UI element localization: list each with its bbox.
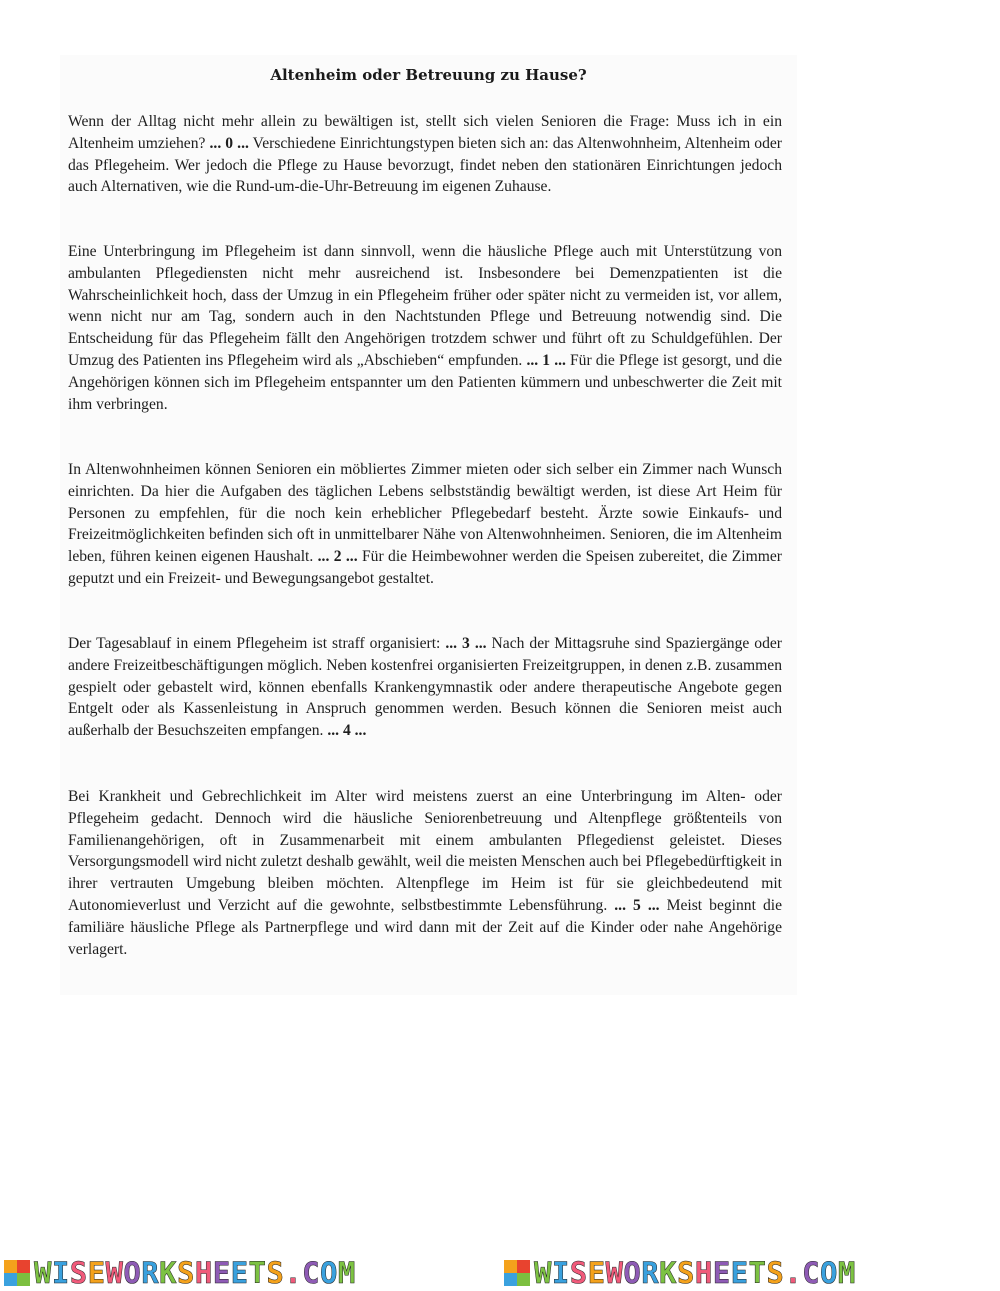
paragraph-text: Meist beginnt die familiäre häusliche Pflege als Partnerpflege und wird dann mit der Zeit auf die Kinder oder nahe Angehörige verlagert. [68,896,783,958]
watermark-logo-2 [504,1258,856,1288]
document-title: Altenheim oder Betreuung zu Hause? [270,66,587,84]
watermark-text: WISEWORKSHEETS.COM [34,1256,356,1290]
paragraph-text: Der Tagesablauf in einem Pflegeheim ist straff organisiert: [68,635,446,652]
paragraph-3 [68,459,782,590]
watermark-footer [0,1255,1000,1291]
gap-marker: ... 4 ... [327,722,367,740]
paragraph-5 [68,786,782,960]
paragraph-text: Nach der Mittagsruhe sind Spaziergänge oder andere Freizeitbeschäftigungen möglich. Neben kostenfrei organisierten Freizeitgruppen, in denen z.B. zusammen gespielt oder gebastelt wird, können ebenfalls Krankengymnastik oder andere therapeutische Angebote gegen Entgelt oder als Kassenleistung in Anspruch genommen werden. Besuch können die Senioren meist auch außerhalb der Besuchszeiten empfangen. [68,635,782,740]
paragraph-text: Wenn der Alltag nicht mehr allein zu bewältigen ist, stellt sich vielen Senioren die Frage: Muss ich in ein Altenheim umziehen? [68,113,782,152]
paragraph-4 [68,633,782,742]
paragraph-text: Eine Unterbringung im Pflegeheim ist dann sinnvoll, wenn die häusliche Pflege auch mit Unterstützung von ambulanten Pflegediensten nicht mehr ausreichend ist. Insbesondere bei Demenzpatienten ist die Wahrscheinlichkeit hoch, dass der Umzug in ein Pflegeheim früher oder später nicht zu vermeiden ist, vor allem, wenn nicht nur am Tag, sondern auch in den Nachtstunden Pflege und Betreuung notwendig sind. Die Entscheidung für das Pflegeheim fällt den Angehörigen trotzdem schwer und führt oft zu Schuldgefühlen. Der Umzug des Patienten ins Pflegeheim wird als „Abschieben“ empfunden. [68,243,782,369]
paragraph-text: Bei Krankheit und Gebrechlichkeit im Alter wird meistens zuerst an eine Unterbringung im Alten- oder Pflegeheim gedacht. Dennoch wird die häusliche Seniorenbetreuung und Altenpflege größtenteils von Familienangehörigen, oft in Zusammenarbeit mit einem ambulanten Pflegedienst geleistet. Dieses Versorgungsmodell wird nicht zuletzt deshalb gewählt, weil die meisten Menschen auch bei Pflegebedürftigkeit in ihrer vertrauten Umgebung bleiben möchten. Altenpflege im Heim ist für sie gleichbedeutend mit Autonomieverlust und Verzicht auf die gewohnte, selbstbestimmte Lebensführung. [68,788,782,914]
paragraph-1 [68,111,782,198]
paragraph-text: Für die Heimbewohner werden die Speisen zubereitet, die Zimmer geputzt und ein Freizeit- und Bewegungsangebot gestaltet. [68,548,782,587]
watermark-text: WISEWORKSHEETS.COM [534,1256,856,1290]
gap-marker: ... 2 ... [317,548,358,566]
wise-logo-icon [504,1260,530,1286]
watermark-logo-1 [4,1258,356,1288]
gap-marker: ... 0 ... [209,134,249,152]
paragraph-2 [68,241,782,415]
gap-marker: ... 5 ... [614,896,660,914]
gap-marker: ... 1 ... [526,351,566,369]
wise-logo-icon [4,1260,30,1286]
paragraph-text: Für die Pflege ist gesorgt, und die Angehörigen können sich im Pflegeheim entspannter um den Patienten kümmern und unbeschwerter die Zeit mit ihm verbringen. [68,351,782,413]
paragraph-text: In Altenwohnheimen können Senioren ein möbliertes Zimmer mieten oder sich selber ein Zimmer nach Wunsch einrichten. Da hier die Aufgaben des täglichen Lebens selbstständig bewältigt werden, ist diese Art Heim für Personen zu empfehlen, für die noch kein erheblicher Pflegebedarf besteht. Ärzte sowie Einkaufs- und Freizeitmöglichkeiten befinden sich oft in unmittelbarer Nähe von Altenwohnheimen. Senioren, die im Altenheim leben, führen keinen eigenen Haushalt. [68,461,782,566]
gap-marker: ... 3 ... [445,635,487,652]
paragraph-text: Verschiedene Einrichtungstypen bieten sich an: das Altenwohnheim, Altenheim oder das Pflegeheim. Wer jedoch die Pflege zu Hause bevorzugt, findet neben den stationären Einrichtungen jedoch auch Alternativen, wie die Rund-um-die-Uhr-Betreuung im eigenen Zuhause. [68,134,782,196]
